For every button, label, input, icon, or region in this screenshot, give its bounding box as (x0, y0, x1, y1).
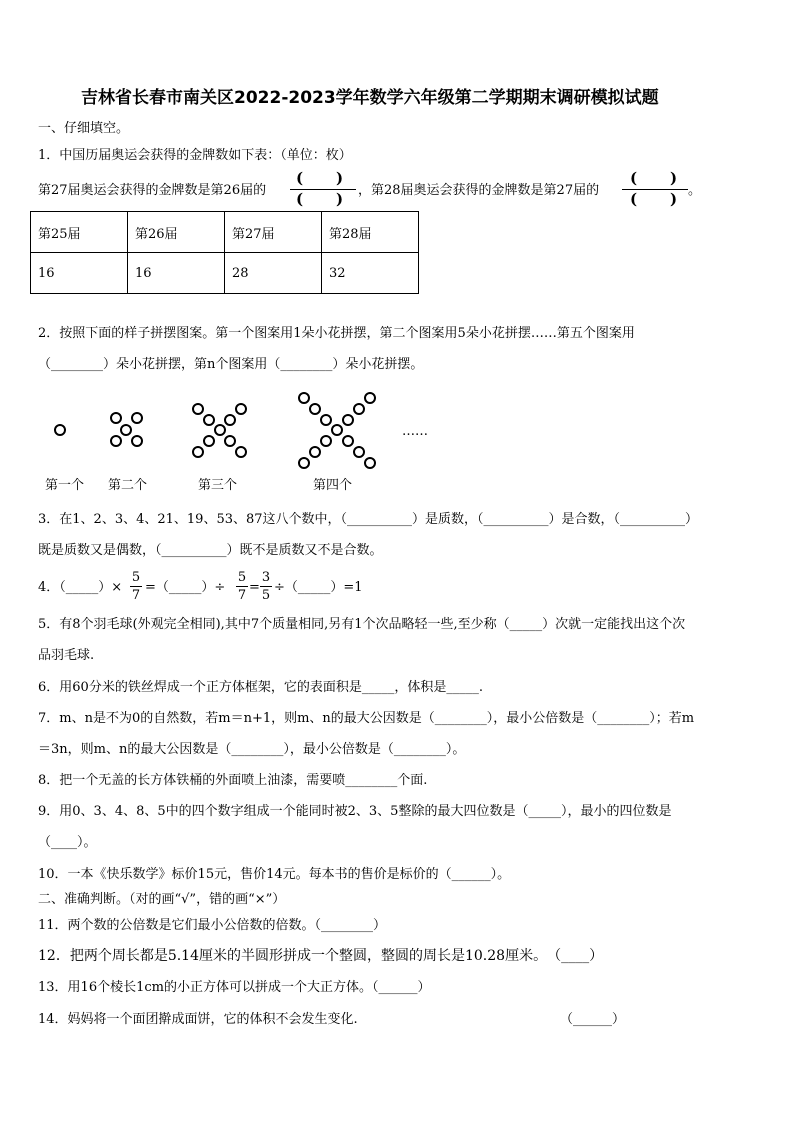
question-1-line-b: ，第28届奥运会获得的金牌数是第27届的 (358, 183, 600, 198)
fraction-blank-2[interactable]: ( ) ( ) (622, 170, 688, 210)
question-10: 10．一本《快乐数学》标价15元，售价14元。每本书的售价是标价的（______）。 (38, 867, 511, 882)
question-1-line-a: 第27届奥运会获得的金牌数是第26届的 (38, 183, 267, 198)
fraction-numerator: 5 (131, 570, 141, 585)
pattern-label-1: 第一个 (45, 478, 85, 493)
medal-table (30, 211, 419, 294)
pattern-label-2: 第二个 (108, 478, 148, 493)
pattern-label-4: 第四个 (313, 478, 353, 493)
table-header: 第26届 (128, 212, 225, 253)
question-1-stem: 1．中国历届奥运会获得的金牌数如下表：（单位：枚） (38, 148, 352, 163)
table-header: 第28届 (322, 212, 419, 253)
question-2-line-2: （________）朵小花拼摆，第n个图案用（________）朵小花拼摆。 (38, 357, 424, 372)
question-4-part-a: 4．（_____）× (38, 580, 123, 595)
fraction-numerator: 3 (261, 570, 271, 585)
pattern-label-3: 第三个 (198, 478, 238, 493)
question-7-line-1: 7．m、n是不为0的自然数，若m＝n+1，则m、n的最大公因数是（________），最小公倍数是（________）；若m (38, 711, 695, 726)
table-cell: 16 (31, 253, 128, 294)
fraction-denominator: 7 (131, 588, 141, 603)
question-4-part-b: =（_____）÷ (145, 580, 226, 595)
question-9-line-1: 9．用0、3、4、8、5中的四个数字组成一个能同时被2、3、5整除的最大四位数是（_____），最小的四位数是 (38, 804, 672, 819)
pattern-ellipsis: …… (402, 424, 428, 439)
fraction-5-7-b (236, 570, 248, 603)
page-title: 吉林省长春市南关区2022-2023学年数学六年级第二学期期末调研模拟试题 (81, 88, 659, 108)
question-2-line-1: 2．按照下面的样子拼摆图案。第一个图案用1朵小花拼摆，第二个图案用5朵小花拼摆……第五个图案用 (38, 326, 635, 341)
section-heading-judge: 二、准确判断。（对的画“√”，错的画“×”） (38, 892, 286, 907)
question-6: 6．用60分米的铁丝焊成一个正方体框架，它的表面积是_____，体积是_____. (38, 680, 483, 695)
fraction-5-7-a (130, 570, 142, 603)
flower-pattern-figure (40, 390, 460, 475)
table-cell: 32 (322, 253, 419, 294)
question-5-line-1: 5．有8个羽毛球(外观完全相同),其中7个质量相同,另有1个次品略轻一些,至少称（_____）次就一定能找出这个次 (38, 617, 686, 632)
question-13: 13．用16个棱长1cm的小正方体可以拼成一个大正方体。（______） (38, 980, 431, 995)
question-7-line-2: ＝3n，则m、n的最大公因数是（________），最小公倍数是（________）。 (38, 742, 466, 757)
question-3-line-2: 既是质数又是偶数，（__________）既不是质数又不是合数。 (38, 543, 383, 558)
fraction-denominator: 7 (237, 588, 247, 603)
question-12: 12．把两个周长都是5.14厘米的半圆形拼成一个整圆，整圆的周长是10.28厘米。 （____） (38, 948, 604, 964)
question-4-part-c: = (249, 580, 260, 595)
fraction-3-5 (260, 570, 272, 603)
fraction-blank-1[interactable]: ( ) ( ) (290, 170, 356, 210)
question-5-line-2: 品羽毛球. (38, 648, 95, 663)
fraction-numerator: 5 (237, 570, 247, 585)
table-header: 第27届 (225, 212, 322, 253)
question-1-end: 。 (688, 183, 702, 198)
table-cell: 16 (128, 253, 225, 294)
table-header: 第25届 (31, 212, 128, 253)
question-3-line-1: 3．在1、2、3、4、21、19、53、87这八个数中，（__________）是质数，（__________）是合数，（__________） (38, 512, 699, 527)
fraction-denominator: 5 (261, 588, 271, 603)
question-4-part-d: ÷（_____）=1 (274, 580, 363, 595)
question-8: 8．把一个无盖的长方体铁桶的外面喷上油漆，需要喷________个面. (38, 773, 428, 788)
table-cell: 28 (225, 253, 322, 294)
question-11: 11．两个数的公倍数是它们最小公倍数的倍数。（________） (38, 918, 387, 933)
question-14: 14．妈妈将一个面团擀成面饼，它的体积不会发生变化. (38, 1012, 358, 1027)
question-14-answer-blank[interactable]: （______） (560, 1012, 626, 1027)
question-9-line-2: （____）。 (38, 835, 97, 850)
section-heading-fill: 一、仔细填空。 (38, 121, 130, 136)
